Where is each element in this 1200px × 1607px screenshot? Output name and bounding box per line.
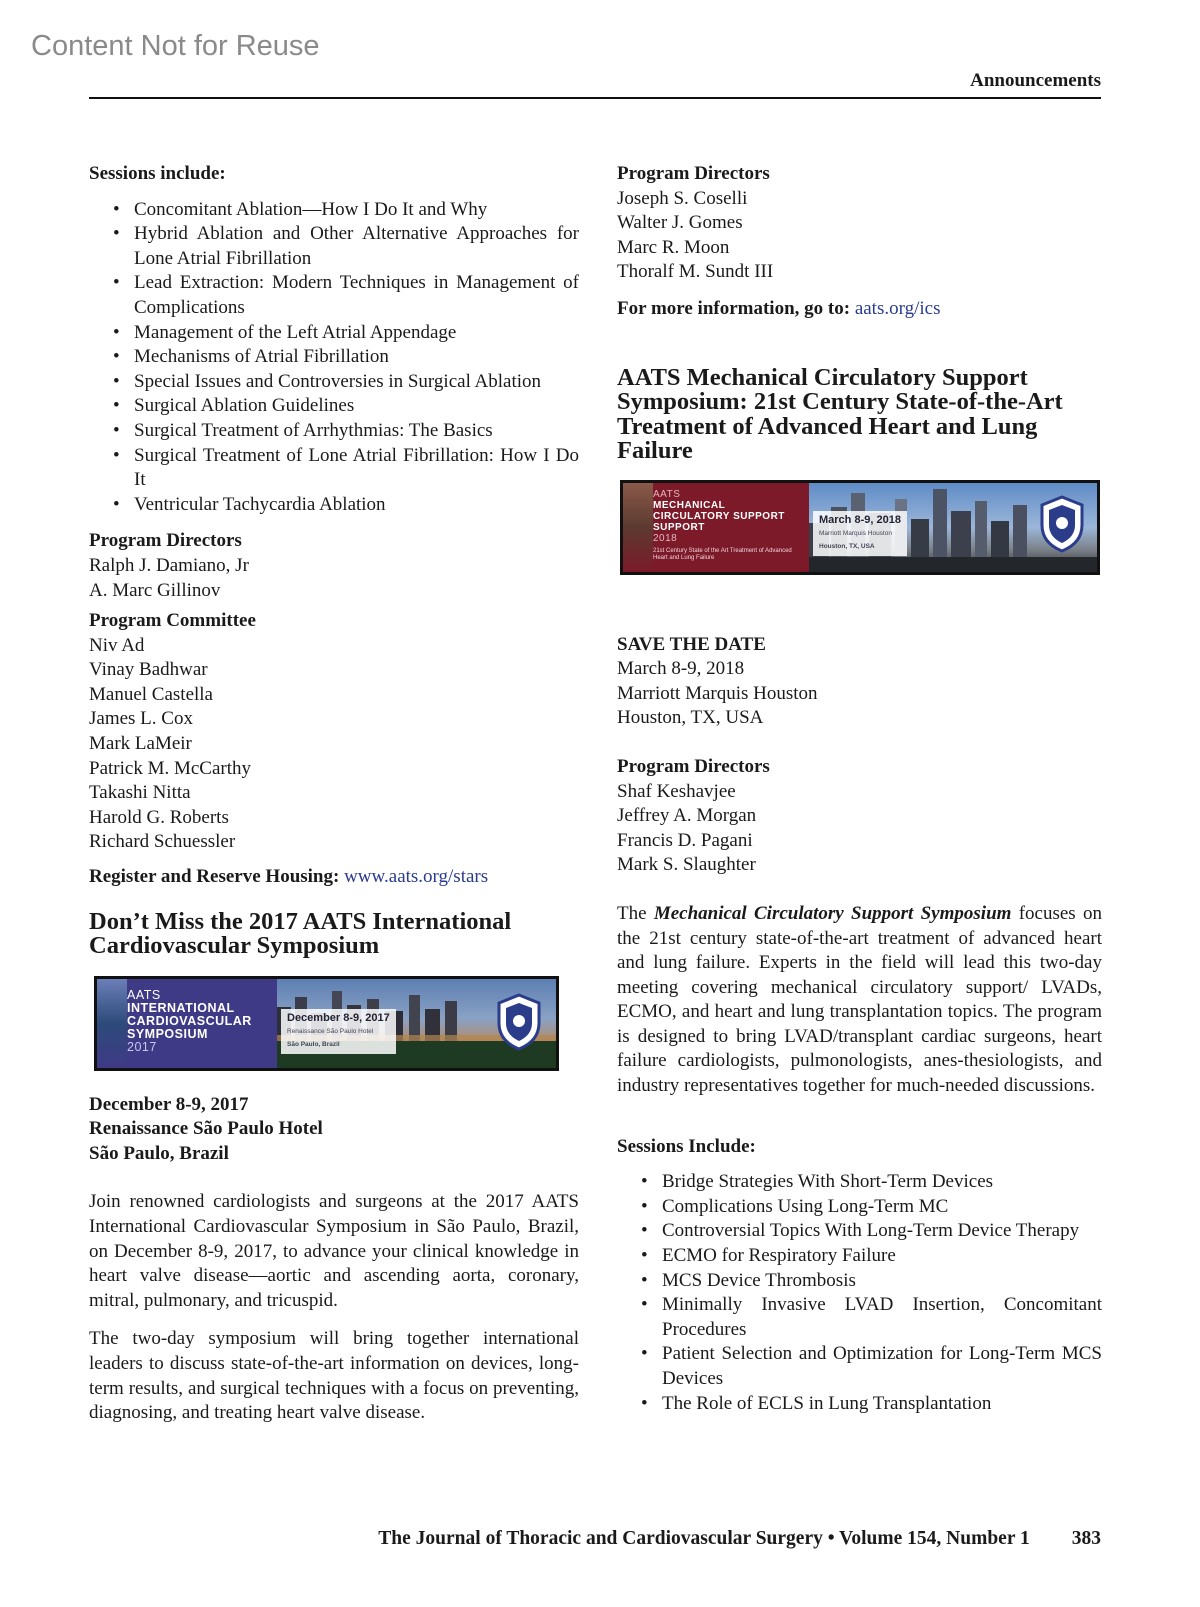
director-name: Francis D. Pagani [617, 829, 753, 851]
register-line [89, 865, 579, 890]
mcs-banner-venue: Marriott Marquis Houston [819, 529, 892, 537]
sessions-list [617, 1170, 1102, 1416]
list-item: • Controversial Topics With Long-Term Device Therapy [617, 1219, 1102, 1244]
ics-banner-date: December 8-9, 2017 [287, 1011, 390, 1024]
mcs-banner-text [653, 489, 801, 562]
sessions-list [89, 198, 579, 518]
sessions-heading: Sessions Include: [617, 1135, 756, 1157]
program-directors-heading: Program Directors [617, 755, 770, 777]
more-info-label: For more information, go to: [617, 297, 851, 319]
more-info-link[interactable]: aats.org/ics [854, 297, 941, 319]
program-committee-heading: Program Committee [89, 610, 256, 632]
ics-date: December 8-9, 2017 [89, 1093, 249, 1115]
list-item: • Complications Using Long-Term MC [617, 1195, 1102, 1220]
director-name: Mark S. Slaughter [617, 854, 756, 876]
committee-member: Patrick M. McCarthy [89, 757, 252, 779]
ics-city: São Paulo, Brazil [89, 1142, 229, 1164]
ics-title: Don’t Miss the 2017 AATS International Cardiovascular Symposium [89, 907, 512, 960]
director-name: A. Marc Gillinov [89, 579, 221, 601]
sessions-heading: Sessions include: [89, 163, 226, 184]
ics-banner-strip [97, 979, 127, 1068]
ics-banner-line: SYMPOSIUM [127, 1026, 208, 1041]
committee-member: Vinay Badhwar [89, 659, 208, 681]
director-name: Walter J. Gomes [617, 212, 743, 234]
ics-venue: Renaissance São Paulo Hotel [89, 1118, 323, 1140]
save-city: Houston, TX, USA [617, 707, 764, 729]
list-item: • Surgical Treatment of Arrhythmias: The Basics [89, 419, 579, 444]
mcs-title: AATS Mechanical Circulatory Support Symposium: 21st Century State-of-the-Art Treatment of Advanced Heart and Lung Failure [617, 363, 1063, 465]
mcs-banner-line: SUPPORT [653, 521, 705, 533]
more-info-line [617, 297, 1102, 322]
ics-banner [94, 976, 559, 1071]
list-item: • Concomitant Ablation—How I Do It and Why [89, 198, 579, 223]
list-item: • Bridge Strategies With Short-Term Devices [617, 1170, 1102, 1195]
program-directors-list [617, 187, 1102, 285]
list-item: • Special Issues and Controversies in Surgical Ablation [89, 370, 579, 395]
save-the-date-heading: SAVE THE DATE [617, 633, 766, 655]
ics-banner-line: CARDIOVASCULAR [127, 1013, 252, 1028]
ics-banner-text [127, 989, 269, 1054]
list-item: • Minimally Invasive LVAD Insertion, Concomitant Procedures [617, 1293, 1102, 1342]
committee-member: Niv Ad [89, 634, 145, 656]
section-label: Announcements [970, 70, 1101, 91]
list-item: • Surgical Ablation Guidelines [89, 394, 579, 419]
list-item: • Lead Extraction: Modern Techniques in Management of Complications [89, 271, 579, 320]
register-link[interactable]: www.aats.org/stars [344, 866, 489, 888]
committee-member: Harold G. Roberts [89, 806, 229, 828]
mcs-paragraph-emphasis: Mechanical Circulatory Support Symposium [653, 902, 1012, 924]
mcs-banner-line: MECHANICAL [653, 499, 726, 511]
director-name: Jeffrey A. Morgan [617, 805, 757, 827]
committee-member: Takashi Nitta [89, 782, 191, 804]
list-item: • Ventricular Tachycardia Ablation [89, 493, 579, 518]
page-number: 383 [1071, 1528, 1101, 1549]
director-name: Ralph J. Damiano, Jr [89, 554, 249, 576]
program-directors-heading: Program Directors [617, 163, 770, 184]
list-item: • ECMO for Respiratory Failure [617, 1244, 1102, 1269]
list-item: • MCS Device Thrombosis [617, 1269, 1102, 1294]
header-rule [89, 97, 1101, 99]
watermark: Content Not for Reuse [31, 30, 320, 62]
committee-member: Richard Schuessler [89, 831, 236, 853]
mcs-banner-strip [623, 483, 653, 572]
mcs-banner-date: March 8-9, 2018 [819, 513, 901, 526]
program-directors-list [617, 780, 1102, 878]
ics-paragraph-1: Join renowned cardiologists and surgeons at the 2017 AATS International Cardiovascular Symposium in São Paulo, Brazil, on December 8-9, 2017, to advance your clinical knowledge in heart valve disease—aortic and ascending aorta, coronary, mitral, pulmonary, and tricuspid. [89, 1191, 579, 1311]
director-name: Shaf Keshavjee [617, 780, 736, 802]
director-name: Joseph S. Coselli [617, 187, 748, 209]
mcs-paragraph-rest: focuses on the 21st century state-of-the-art treatment of advanced heart and lung failure. Experts in the field will lead this two-day meeting covering mechanical circulatory support/ LVADs, ECMO, and heart and lung transplantation topics. The program is designed to bring LVAD/transplant cardiac surgeons, heart failure cardiologists, pulmonologists, anes-thesiologists, and industry representatives together for much-needed discussions. [617, 902, 1102, 1097]
ics-banner-venue: Renaissance São Paulo Hotel [287, 1027, 374, 1035]
ics-banner-info [281, 1009, 396, 1054]
mcs-banner-city: Houston, TX, USA [819, 542, 875, 550]
committee-member: Mark LaMeir [89, 733, 192, 755]
director-name: Thoralf M. Sundt III [617, 261, 774, 283]
aats-seal-icon [1039, 495, 1085, 553]
mcs-banner-line: 2018 [653, 532, 678, 544]
ics-banner-line: 2017 [127, 1039, 157, 1054]
mcs-banner [620, 480, 1100, 575]
right-column [617, 162, 1102, 1416]
journal-title: The Journal of Thoracic and Cardiovascular Surgery • Volume 154, Number 1 [378, 1528, 1030, 1549]
list-item: • Surgical Treatment of Lone Atrial Fibrillation: How I Do It [89, 444, 579, 493]
list-item: • Management of the Left Atrial Appendage [89, 321, 579, 346]
register-label: Register and Reserve Housing: [89, 866, 340, 888]
ics-banner-line: INTERNATIONAL [127, 1000, 235, 1015]
ics-paragraph-2: The two-day symposium will bring together international leaders to discuss state-of-the-art information on devices, long-term results, and surgical techniques with a focus on preventing, diagnosing, and treating heart valve disease. [89, 1328, 579, 1424]
mcs-banner-info [813, 511, 907, 556]
aats-seal-icon [496, 993, 542, 1051]
program-directors-list [89, 554, 579, 603]
left-column [89, 162, 579, 1426]
mcs-paragraph-prefix: The [617, 902, 654, 924]
mcs-paragraph [617, 902, 1102, 1099]
mcs-banner-line: CIRCULATORY SUPPORT [653, 510, 785, 522]
committee-member: Manuel Castella [89, 683, 213, 705]
ics-banner-panel [97, 979, 277, 1068]
mcs-banner-tagline: 21st Century State of the Art Treatment of Advanced Heart and Lung Failure [653, 547, 792, 561]
mcs-banner-panel [623, 483, 809, 572]
list-item: • Patient Selection and Optimization for Long-Term MCS Devices [617, 1342, 1102, 1391]
save-venue: Marriott Marquis Houston [617, 682, 818, 704]
director-name: Marc R. Moon [617, 236, 730, 258]
committee-member: James L. Cox [89, 708, 193, 730]
list-item: • Hybrid Ablation and Other Alternative Approaches for Lone Atrial Fibrillation [89, 222, 579, 271]
list-item: • The Role of ECLS in Lung Transplantation [617, 1392, 1102, 1417]
mcs-banner-line: AATS [653, 488, 681, 500]
program-committee-list [89, 634, 579, 855]
save-date: March 8-9, 2018 [617, 658, 745, 680]
ics-banner-city: São Paulo, Brazil [287, 1040, 340, 1048]
ics-banner-line: AATS [127, 987, 161, 1002]
program-directors-heading: Program Directors [89, 530, 242, 552]
list-item: • Mechanisms of Atrial Fibrillation [89, 345, 579, 370]
page-footer [378, 1528, 1101, 1550]
